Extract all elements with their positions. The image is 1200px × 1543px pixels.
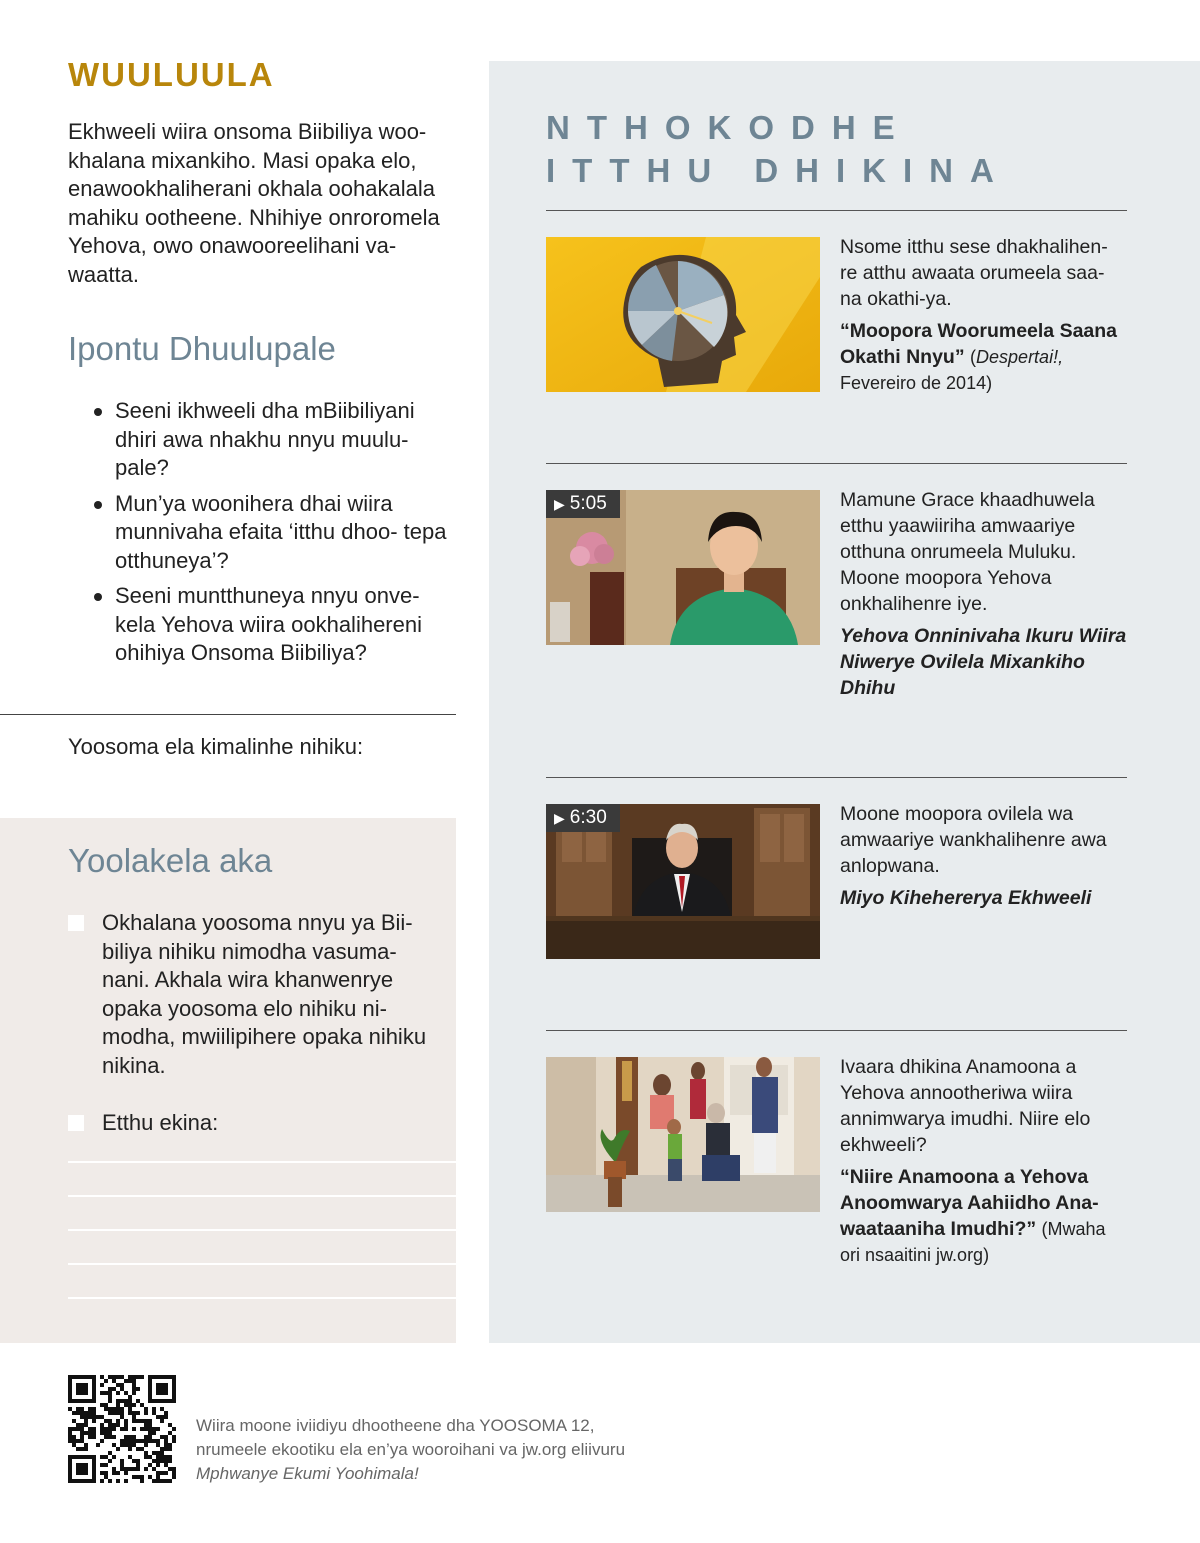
video-description: Mamune Grace khaadhuwela etthu yaawiiriha amwaariye otthuna onrumeela Muluku. Moone moopora Yehova onkhalihenre iye. Yehova Onninivaha Ikuru Wiira Niwerye Ovilela Mixankiho Dhihu (840, 487, 1130, 707)
review-question: Seeni muntthuneya nnyu onve- kela Yehova wiira ookhalihereni ohihiya Onsoma Biibiliya? (92, 582, 452, 668)
review-question: Mun’ya woonihera dhai wiira munnivaha efaita ‘itthu dhoo- tepa otthuneya’? (92, 490, 452, 576)
video-duration-badge: ▶ 5:05 (546, 490, 620, 518)
summary-text: Ekhweeli wiira onsoma Biibiliya woo- khalana mixankiho. Masi opaka elo, enawookhaliherani okhala oohakalala mahiku ootheene. Nhihiye onroromela Yehova, owo onawooreelihani va- waatta. (68, 119, 440, 287)
video-thumbnail[interactable] (546, 490, 820, 645)
footer-text: Wiira moone iviidiyu dhootheene dha YOOSOMA 12, nrumeele ekootiku ela en’ya wooroihani va jw.org eliivuru Mphwanye Ekumi Yoohimala! (196, 1416, 626, 1483)
goal-item[interactable] (68, 1109, 438, 1138)
play-icon: ▶ (554, 810, 565, 826)
goal-checkbox[interactable] (68, 1115, 84, 1131)
divider (546, 210, 1127, 211)
goal-item[interactable] (68, 909, 438, 1080)
goal-checkbox[interactable] (68, 915, 84, 931)
goal-text: Etthu ekina: (102, 1110, 219, 1135)
article-source[interactable]: “Moopora Woorumeela Saana Okathi Nnyu” (Despertai!, Fevereiro de 2014) (840, 320, 1118, 393)
explore-heading: NTHOKODHE ITTHU DHIKINA (546, 109, 1011, 189)
writing-line[interactable] (68, 1297, 456, 1299)
writing-line[interactable] (68, 1263, 456, 1265)
divider (546, 1030, 1127, 1031)
divider (546, 777, 1127, 778)
play-icon: ▶ (554, 496, 565, 512)
divider (546, 463, 1127, 464)
review-question: Seeni ikhweeli dha mBiibiliyani dhiri awa nhakhu nnyu muulu- pale? (92, 397, 452, 483)
head-silhouette-image (546, 237, 820, 392)
video-title[interactable]: Yehova Onninivaha Ikuru Wiira Niwerye Ovilela Mixankiho Dhihu (840, 625, 1127, 699)
summary-heading: WUULUULA (68, 56, 275, 93)
divider (0, 714, 456, 715)
video-duration-badge: ▶ 6:30 (546, 804, 620, 832)
completed-date-label: Yoosoma ela kimalinhe nihiku: (68, 734, 364, 759)
article-source[interactable]: “Niire Anamoona a Yehova Anoomwarya Aahiidho Ana- waataaniha Imudhi?” (Mwaha ori nsaaitini jw.org) (840, 1166, 1106, 1265)
article-thumbnail[interactable] (546, 1057, 820, 1212)
writing-line[interactable] (68, 1195, 456, 1197)
video-title[interactable]: Miyo Kihehererya Ekhweeli (840, 887, 1092, 909)
video-description: Moone moopora ovilela wa amwaariye wankhalihenre awa anlopwana. Miyo Kihehererya Ekhweeli (840, 801, 1130, 917)
article-description: Ivaara dhikina Anamoona a Yehova annootheriwa wiira annimwarya imudhi. Niire elo ekhweeli? “Niire Anamoona a Yehova Anoomwarya Aahiidho Ana- waataaniha Imudhi?” (Mwaha ori nsaaitini jw.org) (840, 1054, 1130, 1274)
goals-heading: Yoolakela aka (68, 842, 273, 879)
qr-code-icon[interactable] (68, 1375, 176, 1483)
article-thumbnail[interactable] (546, 237, 820, 392)
article-description: Nsome itthu sese dhakhalihen- re atthu awaata orumeela saa- na okathi-ya. “Moopora Woorumeela Saana Okathi Nnyu” (Despertai!, Fevereiro de 2014) (840, 234, 1130, 402)
writing-line[interactable] (68, 1229, 456, 1231)
goal-text: Okhalana yoosoma nnyu ya Bii- biliya nihiku nimodha vasuma- nani. Akhala wira khanwenrye opaka yoosoma elo nihiku ni- modha, mwiilipihere opaka nihiku nikina. (102, 910, 427, 1078)
writing-line[interactable] (68, 1161, 456, 1163)
review-questions (92, 397, 452, 675)
family-greeting-image (546, 1057, 820, 1212)
review-heading: Ipontu Dhuulupale (68, 330, 336, 367)
video-thumbnail[interactable] (546, 804, 820, 959)
